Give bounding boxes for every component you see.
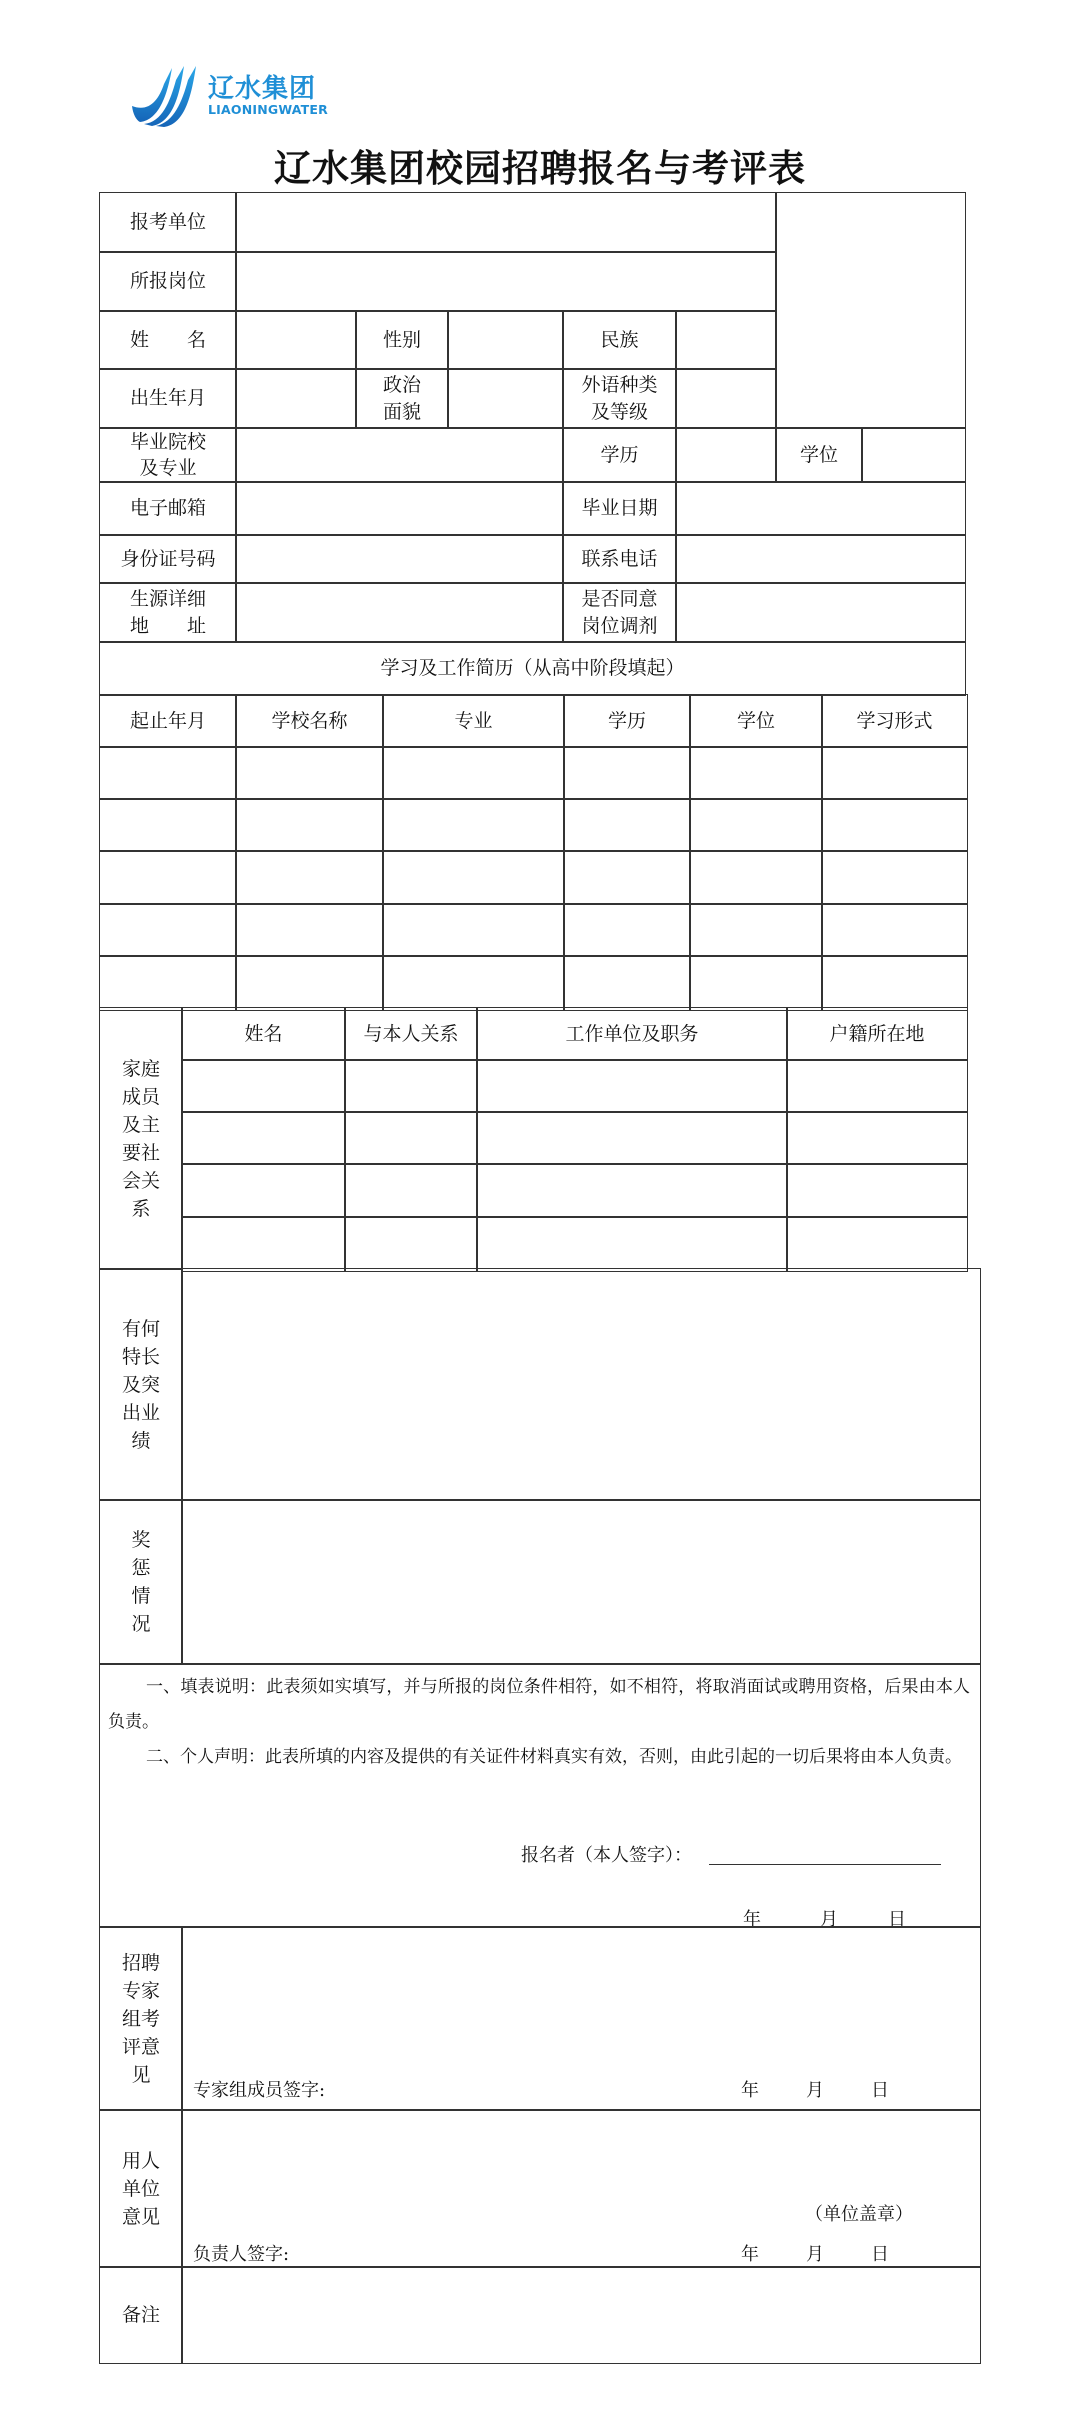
employer-signature-label: 负责人签字: bbox=[193, 2244, 290, 2265]
ethnicity-field[interactable] bbox=[675, 310, 777, 370]
logo-en-text: LIAONINGWATER bbox=[208, 102, 328, 117]
resume-cell[interactable] bbox=[689, 850, 823, 905]
label-apply-unit: 报考单位 bbox=[99, 192, 237, 253]
language-field[interactable] bbox=[675, 368, 777, 429]
employer-year: 年 bbox=[741, 2244, 759, 2265]
label-address: 生源详细 地 址 bbox=[99, 582, 237, 643]
label-apply-position: 所报岗位 bbox=[99, 251, 237, 312]
family-cell[interactable] bbox=[476, 1216, 788, 1272]
resume-cell[interactable] bbox=[99, 903, 237, 957]
applicant-signature-line[interactable] bbox=[709, 1854, 941, 1865]
resume-column-header: 学校名称 bbox=[235, 694, 384, 748]
resume-cell[interactable] bbox=[382, 798, 565, 852]
expert-label: 招聘 专家 组考 评意 见 bbox=[99, 1926, 183, 2111]
applicant-year: 年 bbox=[743, 1909, 761, 1930]
employer-day: 日 bbox=[871, 2244, 889, 2265]
degree-field[interactable] bbox=[861, 427, 966, 483]
label-grad-date: 毕业日期 bbox=[562, 481, 677, 536]
label-education: 学历 bbox=[562, 427, 677, 483]
resume-cell[interactable] bbox=[382, 850, 565, 905]
family-cell[interactable] bbox=[181, 1216, 346, 1272]
family-cell[interactable] bbox=[181, 1059, 346, 1113]
name-field[interactable] bbox=[235, 310, 357, 370]
company-logo bbox=[130, 62, 350, 128]
family-label: 家庭 成员 及主 要社 会关 系 bbox=[99, 1007, 183, 1270]
resume-column-header: 学历 bbox=[563, 694, 691, 748]
family-cell[interactable] bbox=[344, 1059, 478, 1113]
label-degree: 学位 bbox=[775, 427, 863, 483]
expert-signature-label: 专家组成员签字: bbox=[193, 2080, 326, 2101]
address-field[interactable] bbox=[235, 582, 564, 643]
label-school-major: 毕业院校 及专业 bbox=[99, 427, 237, 483]
page-title: 辽水集团校园招聘报名与考评表 bbox=[274, 146, 806, 190]
apply-position-field[interactable] bbox=[235, 251, 777, 312]
resume-heading: 学习及工作简历（从高中阶段填起） bbox=[99, 641, 966, 696]
resume-cell[interactable] bbox=[689, 903, 823, 957]
family-column-header: 户籍所在地 bbox=[786, 1007, 968, 1061]
remarks-field[interactable] bbox=[181, 2266, 981, 2364]
personal-statement: 二、个人声明：此表所填的内容及提供的有关证件材料真实有效，否则，由此引起的一切后果将由本人负责。 bbox=[146, 1747, 962, 1767]
family-column-header: 姓名 bbox=[181, 1007, 346, 1061]
label-ethnicity: 民族 bbox=[562, 310, 677, 370]
photo-box bbox=[775, 192, 966, 429]
employer-label: 用人 单位 意见 bbox=[99, 2109, 183, 2268]
gender-field[interactable] bbox=[447, 310, 564, 370]
resume-cell[interactable] bbox=[821, 850, 968, 905]
logo-cn-text: 辽水集团 bbox=[208, 74, 317, 104]
expert-month: 月 bbox=[806, 2080, 824, 2101]
resume-cell[interactable] bbox=[563, 955, 691, 1011]
resume-cell[interactable] bbox=[235, 798, 384, 852]
family-cell[interactable] bbox=[476, 1163, 788, 1218]
family-cell[interactable] bbox=[344, 1111, 478, 1165]
declaration-box bbox=[99, 1663, 981, 1928]
resume-cell[interactable] bbox=[563, 850, 691, 905]
resume-cell[interactable] bbox=[99, 798, 237, 852]
birth-field[interactable] bbox=[235, 368, 357, 429]
id-number-field[interactable] bbox=[235, 534, 564, 584]
applicant-day: 日 bbox=[888, 1909, 906, 1930]
resume-cell[interactable] bbox=[821, 955, 968, 1011]
resume-cell[interactable] bbox=[99, 955, 237, 1011]
label-adjust: 是否同意 岗位调剂 bbox=[562, 582, 677, 643]
label-birth: 出生年月 bbox=[99, 368, 237, 429]
resume-cell[interactable] bbox=[821, 746, 968, 800]
applicant-signature-label: 报名者（本人签字）： bbox=[521, 1845, 692, 1866]
family-cell[interactable] bbox=[181, 1111, 346, 1165]
family-cell[interactable] bbox=[181, 1163, 346, 1218]
employer-opinion-field[interactable] bbox=[181, 2109, 981, 2268]
resume-cell[interactable] bbox=[235, 746, 384, 800]
resume-cell[interactable] bbox=[382, 955, 565, 1011]
resume-cell[interactable] bbox=[821, 798, 968, 852]
awards-label: 奖 惩 情 况 bbox=[99, 1499, 183, 1665]
expert-day: 日 bbox=[871, 2080, 889, 2101]
resume-cell[interactable] bbox=[99, 746, 237, 800]
family-cell[interactable] bbox=[786, 1163, 968, 1218]
resume-cell[interactable] bbox=[563, 903, 691, 957]
resume-column-header: 专业 bbox=[382, 694, 565, 748]
resume-cell[interactable] bbox=[99, 850, 237, 905]
resume-cell[interactable] bbox=[689, 955, 823, 1011]
family-cell[interactable] bbox=[476, 1059, 788, 1113]
resume-cell[interactable] bbox=[563, 746, 691, 800]
family-cell[interactable] bbox=[476, 1111, 788, 1165]
applicant-month: 月 bbox=[820, 1909, 838, 1930]
family-cell[interactable] bbox=[344, 1163, 478, 1218]
specialty-label: 有何 特长 及突 出业 绩 bbox=[99, 1268, 183, 1501]
resume-cell[interactable] bbox=[382, 903, 565, 957]
label-political: 政治 面貌 bbox=[355, 368, 449, 429]
expert-year: 年 bbox=[741, 2080, 759, 2101]
resume-cell[interactable] bbox=[689, 798, 823, 852]
resume-cell[interactable] bbox=[382, 746, 565, 800]
label-id-number: 身份证号码 bbox=[99, 534, 237, 584]
email-field[interactable] bbox=[235, 481, 564, 536]
resume-column-header: 学习形式 bbox=[821, 694, 968, 748]
resume-cell[interactable] bbox=[689, 746, 823, 800]
adjust-field[interactable] bbox=[675, 582, 966, 643]
school-major-field[interactable] bbox=[235, 427, 564, 483]
resume-cell[interactable] bbox=[235, 955, 384, 1011]
wave-logo-icon bbox=[130, 62, 206, 128]
fill-instruction: 一、填表说明：此表须如实填写，并与所报的岗位条件相符，如不相符，将取消面试或聘用资格，后果由本人负责。 bbox=[108, 1677, 970, 1732]
awards-field[interactable] bbox=[181, 1499, 981, 1665]
grad-date-field[interactable] bbox=[675, 481, 966, 536]
family-cell[interactable] bbox=[786, 1216, 968, 1272]
family-cell[interactable] bbox=[786, 1111, 968, 1165]
resume-column-header: 学位 bbox=[689, 694, 823, 748]
family-cell[interactable] bbox=[344, 1216, 478, 1272]
resume-cell[interactable] bbox=[821, 903, 968, 957]
family-column-header: 工作单位及职务 bbox=[476, 1007, 788, 1061]
employer-month: 月 bbox=[806, 2244, 824, 2265]
remarks-label: 备注 bbox=[99, 2266, 183, 2364]
label-email: 电子邮箱 bbox=[99, 481, 237, 536]
label-name: 姓 名 bbox=[99, 310, 237, 370]
apply-unit-field[interactable] bbox=[235, 192, 777, 253]
phone-field[interactable] bbox=[675, 534, 966, 584]
resume-cell[interactable] bbox=[235, 850, 384, 905]
education-field[interactable] bbox=[675, 427, 777, 483]
unit-seal-label: （单位盖章） bbox=[805, 2204, 913, 2225]
family-column-header: 与本人关系 bbox=[344, 1007, 478, 1061]
resume-cell[interactable] bbox=[563, 798, 691, 852]
family-cell[interactable] bbox=[786, 1059, 968, 1113]
label-language: 外语种类 及等级 bbox=[562, 368, 677, 429]
label-gender: 性别 bbox=[355, 310, 449, 370]
resume-cell[interactable] bbox=[235, 903, 384, 957]
political-field[interactable] bbox=[447, 368, 564, 429]
resume-column-header: 起止年月 bbox=[99, 694, 237, 748]
specialty-field[interactable] bbox=[181, 1268, 981, 1501]
label-phone: 联系电话 bbox=[562, 534, 677, 584]
